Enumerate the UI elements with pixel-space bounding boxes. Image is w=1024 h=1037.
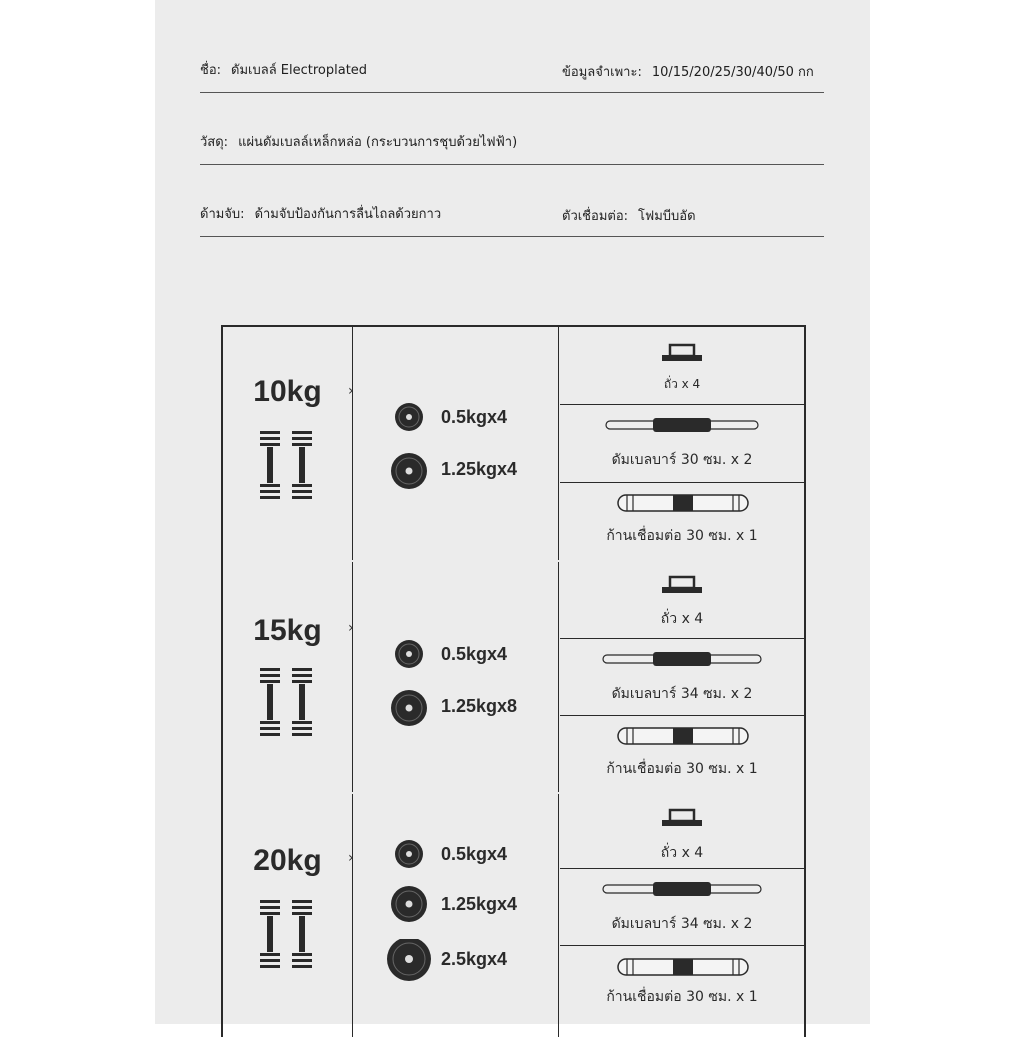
accessories-cell (560, 327, 804, 560)
accessory-bar (560, 869, 804, 945)
weight-cell (223, 327, 353, 560)
nut-icon (662, 343, 702, 363)
chevron-right-icon: › (348, 383, 354, 399)
name-value: ดัมเบลล์ Electroplated (231, 63, 368, 78)
plate-label: 1.25kgx4 (441, 459, 518, 479)
set-block-10kg (223, 327, 804, 560)
weight-plate-icon (384, 939, 434, 989)
plate-label: 0.5kgx4 (441, 407, 508, 427)
handle-label: ด้ามจับ: (200, 207, 245, 222)
set-weight: 20kg (253, 844, 322, 877)
plate-row (353, 884, 558, 924)
accessory-label: ก้านเชื่อมต่อ 30 ซม. x 1 (606, 761, 758, 777)
weight-plate-icon (387, 686, 431, 730)
connector-label: ตัวเชื่อมต่อ: (562, 209, 629, 224)
spec-value: 10/15/20/25/30/40/50 กก (651, 65, 814, 80)
accessory-label: ก้านเชื่อมต่อ 30 ซม. x 1 (606, 989, 758, 1005)
plate-label: 0.5kgx4 (441, 844, 508, 864)
plates-cell (353, 562, 559, 792)
plate-label: 2.5kgx4 (441, 949, 508, 969)
dumbbell-pair-icon (258, 900, 318, 968)
accessory-nuts (560, 794, 804, 868)
accessory-bar (560, 639, 804, 715)
accessory-label: ดัมเบลบาร์ 30 ซม. x 2 (611, 452, 753, 468)
chevron-right-icon: › (348, 850, 354, 866)
connector-rod-icon (617, 492, 749, 514)
info-row-material (200, 124, 824, 165)
set-block-20kg (223, 794, 804, 1037)
accessory-connector (560, 716, 804, 792)
set-weight: 10kg (253, 375, 322, 408)
name-label: ชื่อ: (200, 63, 222, 78)
accessories-cell (560, 794, 804, 1037)
dumbbell-pair-icon (258, 668, 318, 736)
weight-plate-icon (387, 449, 431, 493)
plate-row (353, 449, 558, 489)
plate-label: 1.25kgx4 (441, 894, 518, 914)
accessory-nuts (560, 562, 804, 638)
plate-label: 0.5kgx4 (441, 644, 508, 664)
package-contents-table (221, 325, 806, 1037)
plate-row (353, 634, 558, 674)
accessory-label: ดัมเบลบาร์ 34 ซม. x 2 (611, 686, 753, 702)
info-row-handle (200, 196, 824, 237)
set-weight: 15kg (253, 614, 322, 647)
plate-row (353, 686, 558, 726)
dumbbell-bar-icon (602, 881, 762, 897)
accessory-connector (560, 483, 804, 560)
info-row-name (200, 52, 824, 93)
plates-cell (353, 327, 559, 560)
accessory-label: ถั่ว x 4 (660, 845, 704, 861)
accessory-label: ดัมเบลบาร์ 34 ซม. x 2 (611, 916, 753, 932)
weight-plate-icon (387, 884, 431, 928)
plate-row (353, 939, 558, 979)
nut-icon (662, 575, 702, 595)
weight-cell (223, 794, 353, 1037)
dumbbell-pair-icon (258, 431, 318, 499)
accessory-nuts (560, 327, 804, 404)
chevron-right-icon: › (348, 620, 354, 636)
plate-label: 1.25kgx8 (441, 696, 518, 716)
accessory-label: ถั่ว x 4 (660, 611, 704, 627)
accessory-label: ถั่ว x 4 (663, 377, 701, 391)
accessory-bar (560, 405, 804, 482)
material-value: แผ่นดัมเบลล์เหล็กหล่อ (กระบวนการชุบด้วยไฟฟ้า) (238, 135, 518, 150)
connector-rod-icon (617, 956, 749, 978)
material-label: วัสดุ: (200, 135, 229, 150)
plate-row (353, 834, 558, 874)
connector-value: โฟมบีบอัด (638, 209, 696, 224)
weight-plate-icon (389, 634, 429, 674)
accessory-label: ก้านเชื่อมต่อ 30 ซม. x 1 (606, 528, 758, 544)
accessory-connector (560, 946, 804, 1026)
weight-plate-icon (389, 834, 429, 874)
weight-cell (223, 562, 353, 792)
handle-value: ด้ามจับป้องกันการลื่นไถลด้วยกาว (254, 207, 442, 222)
set-block-15kg (223, 562, 804, 792)
dumbbell-bar-icon (605, 417, 759, 433)
weight-plate-icon (389, 397, 429, 437)
dumbbell-bar-icon (602, 651, 762, 667)
accessories-cell (560, 562, 804, 792)
plates-cell (353, 794, 559, 1037)
nut-icon (662, 808, 702, 828)
connector-rod-icon (617, 725, 749, 747)
plate-row (353, 397, 558, 437)
spec-label: ข้อมูลจำเพาะ: (562, 65, 642, 80)
